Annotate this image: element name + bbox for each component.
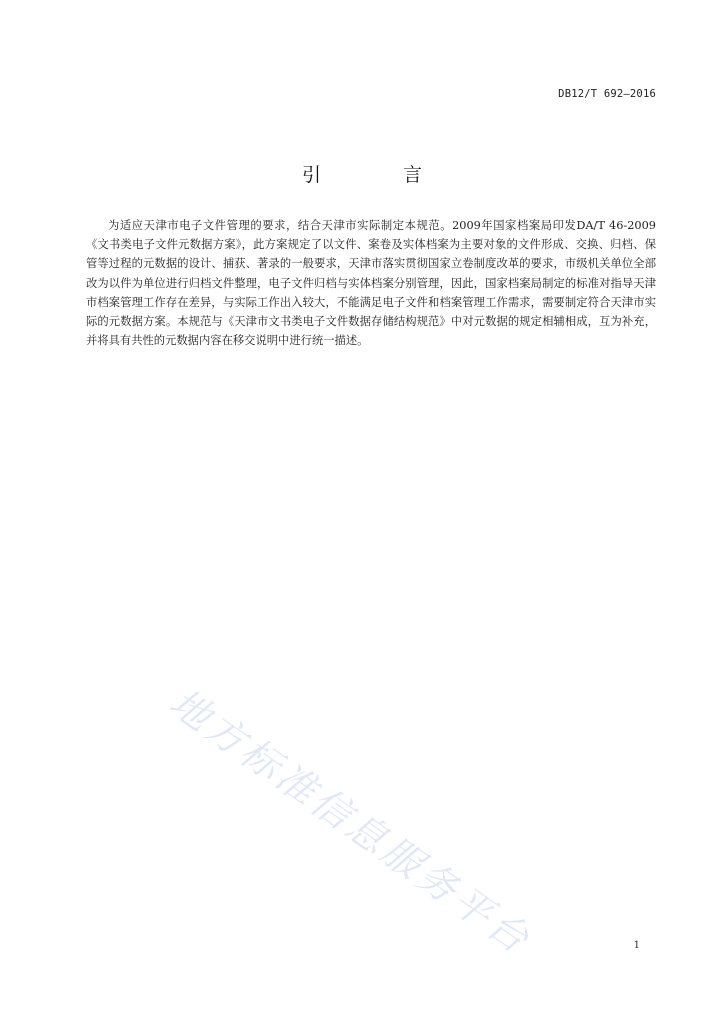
watermark-text: 地方标准信息服务平台 [161,680,540,964]
page-number: 1 [633,940,640,951]
document-code: DB12/T 692—2016 [558,88,656,100]
section-title: 引 言 [301,164,461,186]
introduction-paragraph: 为适应天津市电子文件管理的要求，结合天津市实际制定本规范。2009年国家档案局印发DA/T 46-2009《文书类电子文件元数据方案》，此方案规定了以文件、案卷及实体档案为主要对象的文件形成、交换、归档、保管等过程的元数据的设计、捕获、著录的一般要求，天津市落实贯彻国家立卷制度改革的要求，市级机关单位全部改为以件为单位进行归档文件整理，电子文件归档与实体档案分别管理，因此，国家档案局制定的标准对指导天津市档案管理工作存在差异，与实际工作出入较大，不能满足电子文件和档案管理工作需求，需要制定符合天津市实际的元数据方案。本规范与《天津市文书类电子文件数据存储结构规范》中对元数据的规定相辅相成，互为补充，并将具有共性的元数据内容在移交说明中进行统一描述。 [86,219,656,348]
